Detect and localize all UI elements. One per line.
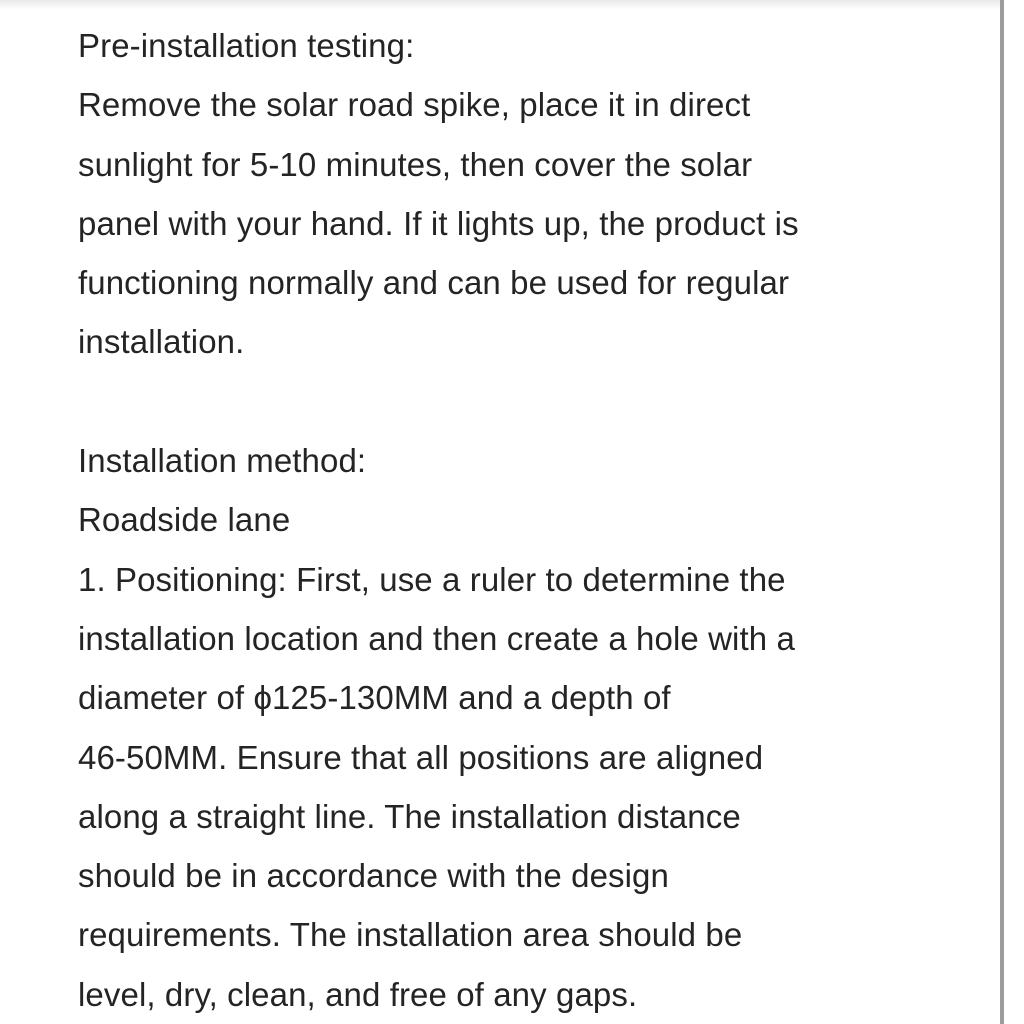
instruction-text	[78, 16, 978, 1024]
paragraph-line: along a straight line. The installation distance	[78, 797, 741, 835]
subheading-roadside-lane: Roadside lane	[78, 501, 291, 539]
paragraph-line: diameter of ϕ125-130MM and a depth of	[78, 679, 671, 717]
paragraph-line: should be in accordance with the design	[78, 857, 669, 895]
paragraph-line: Remove the solar road spike, place it in direct	[78, 86, 751, 124]
paragraph-line: functioning normally and can be used for regular	[78, 264, 790, 302]
paragraph-line: 46-50MM. Ensure that all positions are aligned	[78, 738, 764, 776]
page-right-gutter	[1004, 0, 1024, 1024]
paragraph-line: requirements. The installation area should be	[78, 916, 743, 954]
paragraph-line: installation location and then create a hole with a	[78, 619, 795, 657]
section-heading-installation-method: Installation method:	[78, 442, 367, 480]
section-heading-pre-installation: Pre-installation testing:	[78, 27, 415, 64]
paragraph-line: sunlight for 5-10 minutes, then cover the solar	[78, 145, 753, 183]
paragraph-spacer	[78, 372, 978, 431]
paragraph-line: 1. Positioning: First, use a ruler to determine the	[78, 560, 786, 598]
paragraph-line: level, dry, clean, and free of any gaps.	[78, 975, 638, 1013]
top-edge-shadow	[0, 0, 1000, 10]
paragraph-line: panel with your hand. If it lights up, the product is	[78, 204, 799, 242]
paragraph-line: installation.	[78, 323, 245, 361]
